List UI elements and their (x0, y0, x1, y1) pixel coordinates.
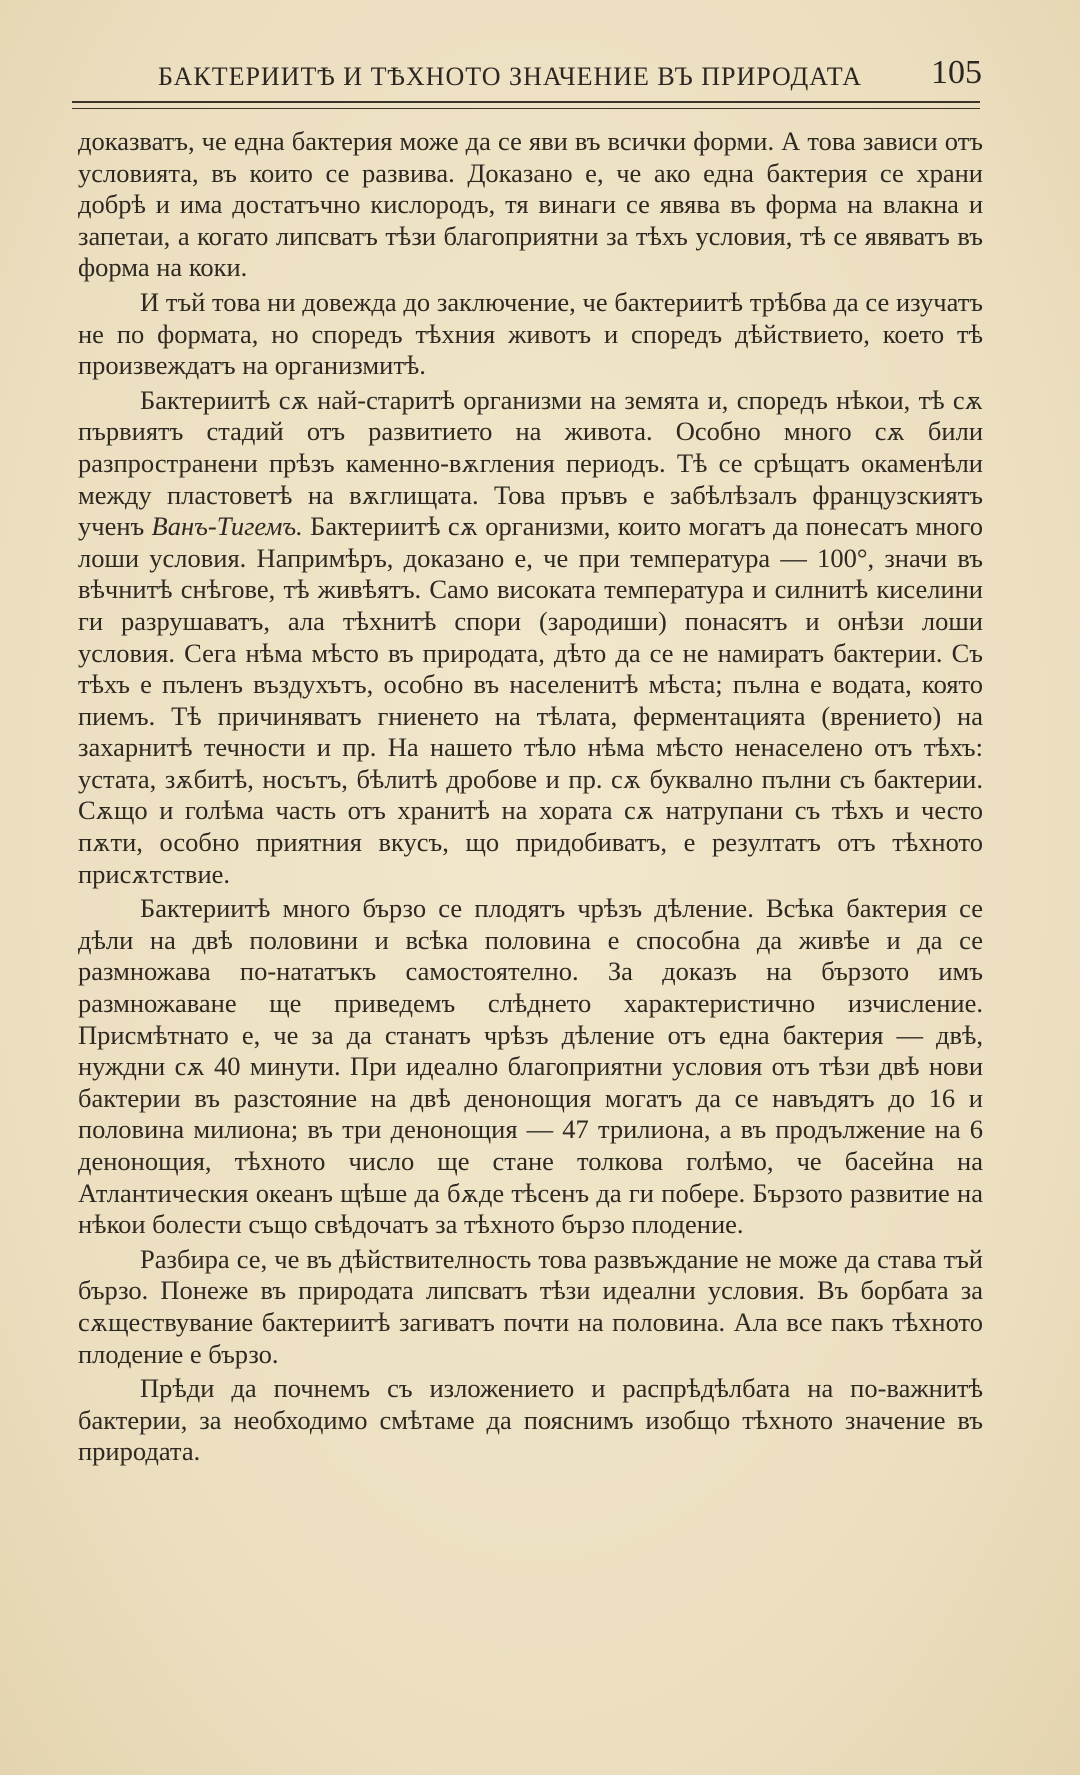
paragraph-2: И тъй това ни довежда до заключение, че бактериитѣ трѣбва да се изучатъ не по формата, но споредъ тѣхния животъ и споредъ дѣйствието, което тѣ произвеждатъ на организмитѣ. (78, 286, 983, 381)
paragraph-3-part-1: Бактериитѣ сѫ най-старитѣ организми на земята и, споредъ нѣкои, тѣ сѫ първиятъ стадий отъ развитието на живота. Особно много сѫ били разпространени прѣзъ каменно-вѫгления периодъ. Тѣ се срѣщатъ окаменѣли между пластоветѣ на вѫглищата. Това пръвъ е забѣлѣзалъ французскиятъ ученъ (78, 384, 983, 542)
page-header (72, 52, 982, 96)
header-rule-thin (72, 108, 980, 109)
paragraph-3-part-2: Бактериитѣ сѫ организми, които могатъ да понесатъ много лоши условия. Напримѣръ, доказано е, че при температура — 100°, значи въ вѣчнитѣ снѣгове, тѣ живѣятъ. Само високата температура и силнитѣ киселини ги разрушаватъ, ала тѣхнитѣ спори (зародиши) понасятъ и онѣзи лоши условия. Сега нѣма мѣсто въ природата, дѣто да се не намиратъ бактерии. Съ тѣхъ е пъленъ въздухътъ, особно въ населенитѣ мѣста; пълна е водата, която пиемъ. Тѣ причиняватъ гниенето на тѣлата, ферментацията (врението) на захарнитѣ течности и пр. На нашето тѣло нѣма мѣсто ненаселено отъ тѣхъ: устата, зѫбитѣ, носътъ, бѣлитѣ дробове и пр. сѫ буквално пълни съ бактерии. Сѫщо и голѣма часть отъ хранитѣ на хората сѫ натрупани съ тѣхъ и често пѫти, особно приятния вкусъ, що придобиватъ, е резултатъ отъ тѣхното присѫтствие. (78, 511, 984, 889)
author-name-italic: Ванъ-Тигемъ. (151, 511, 303, 542)
header-rule-thick (72, 101, 980, 103)
paragraph-6: Прѣди да почнемъ съ изложението и распрѣдѣлбата на по-важнитѣ бактерии, за необходимо смѣтаме да пояснимъ изобщо тѣхното значение въ природата. (78, 1373, 983, 1467)
page-number: 105 (931, 54, 982, 91)
paragraph-5: Разбира се, че въ дѣйствителность това развъждание не може да става тъй бързо. Понеже въ природата липсватъ тѣзи идеални условия. Въ борбата за сѫществувание бактериитѣ загиватъ почти на половина. Ала все пакъ тѣхното плодение е бързо. (78, 1243, 983, 1369)
body-text (78, 126, 983, 1471)
paragraph-1: доказватъ, че една бактерия може да се яви въ всички форми. А това зависи отъ условията, въ които се развива. Доказано е, че ако една бактерия се храни добрѣ и има достатъчно кислородъ, тя винаги се явява въ форма на влакна и запетаи, а когато липсватъ тѣзи благоприятни за тѣхъ условия, тѣ се явяватъ въ форма на коки. (78, 126, 983, 283)
paragraph-3 (78, 385, 983, 891)
paragraph-4: Бактериитѣ много бързо се плодятъ чрѣзъ дѣление. Всѣка бактерия се дѣли на двѣ половини и всѣка половина е способна да живѣе и да се размножава по-нататъкъ самостоятелно. За доказъ на бързото имъ размножаване ще приведемъ слѣднето характеристично изчисление. Присмѣтнато е, че за да станатъ чрѣзъ дѣление отъ една бактерия — двѣ, нуждни сѫ 40 минути. При идеално благоприятни условия отъ тѣзи двѣ нови бактерии въ разстояние на двѣ денонощия могатъ да се навъдятъ до 16 и половина милиона; въ три денонощия — 47 трилиона, а въ продължение на 6 денонощия, тѣхното число ще стане толкова голѣмо, че басейна на Атлантическия океанъ щѣше да бѫде тѣсенъ да ги побере. Бързото развитие на нѣкои болести също свѣдочатъ за тѣхното бързо плодение. (78, 893, 983, 1240)
running-title: БАКТЕРИИТѢ И ТѢХНОТО ЗНАЧЕНИЕ ВЪ ПРИРОДАТА (158, 62, 863, 91)
